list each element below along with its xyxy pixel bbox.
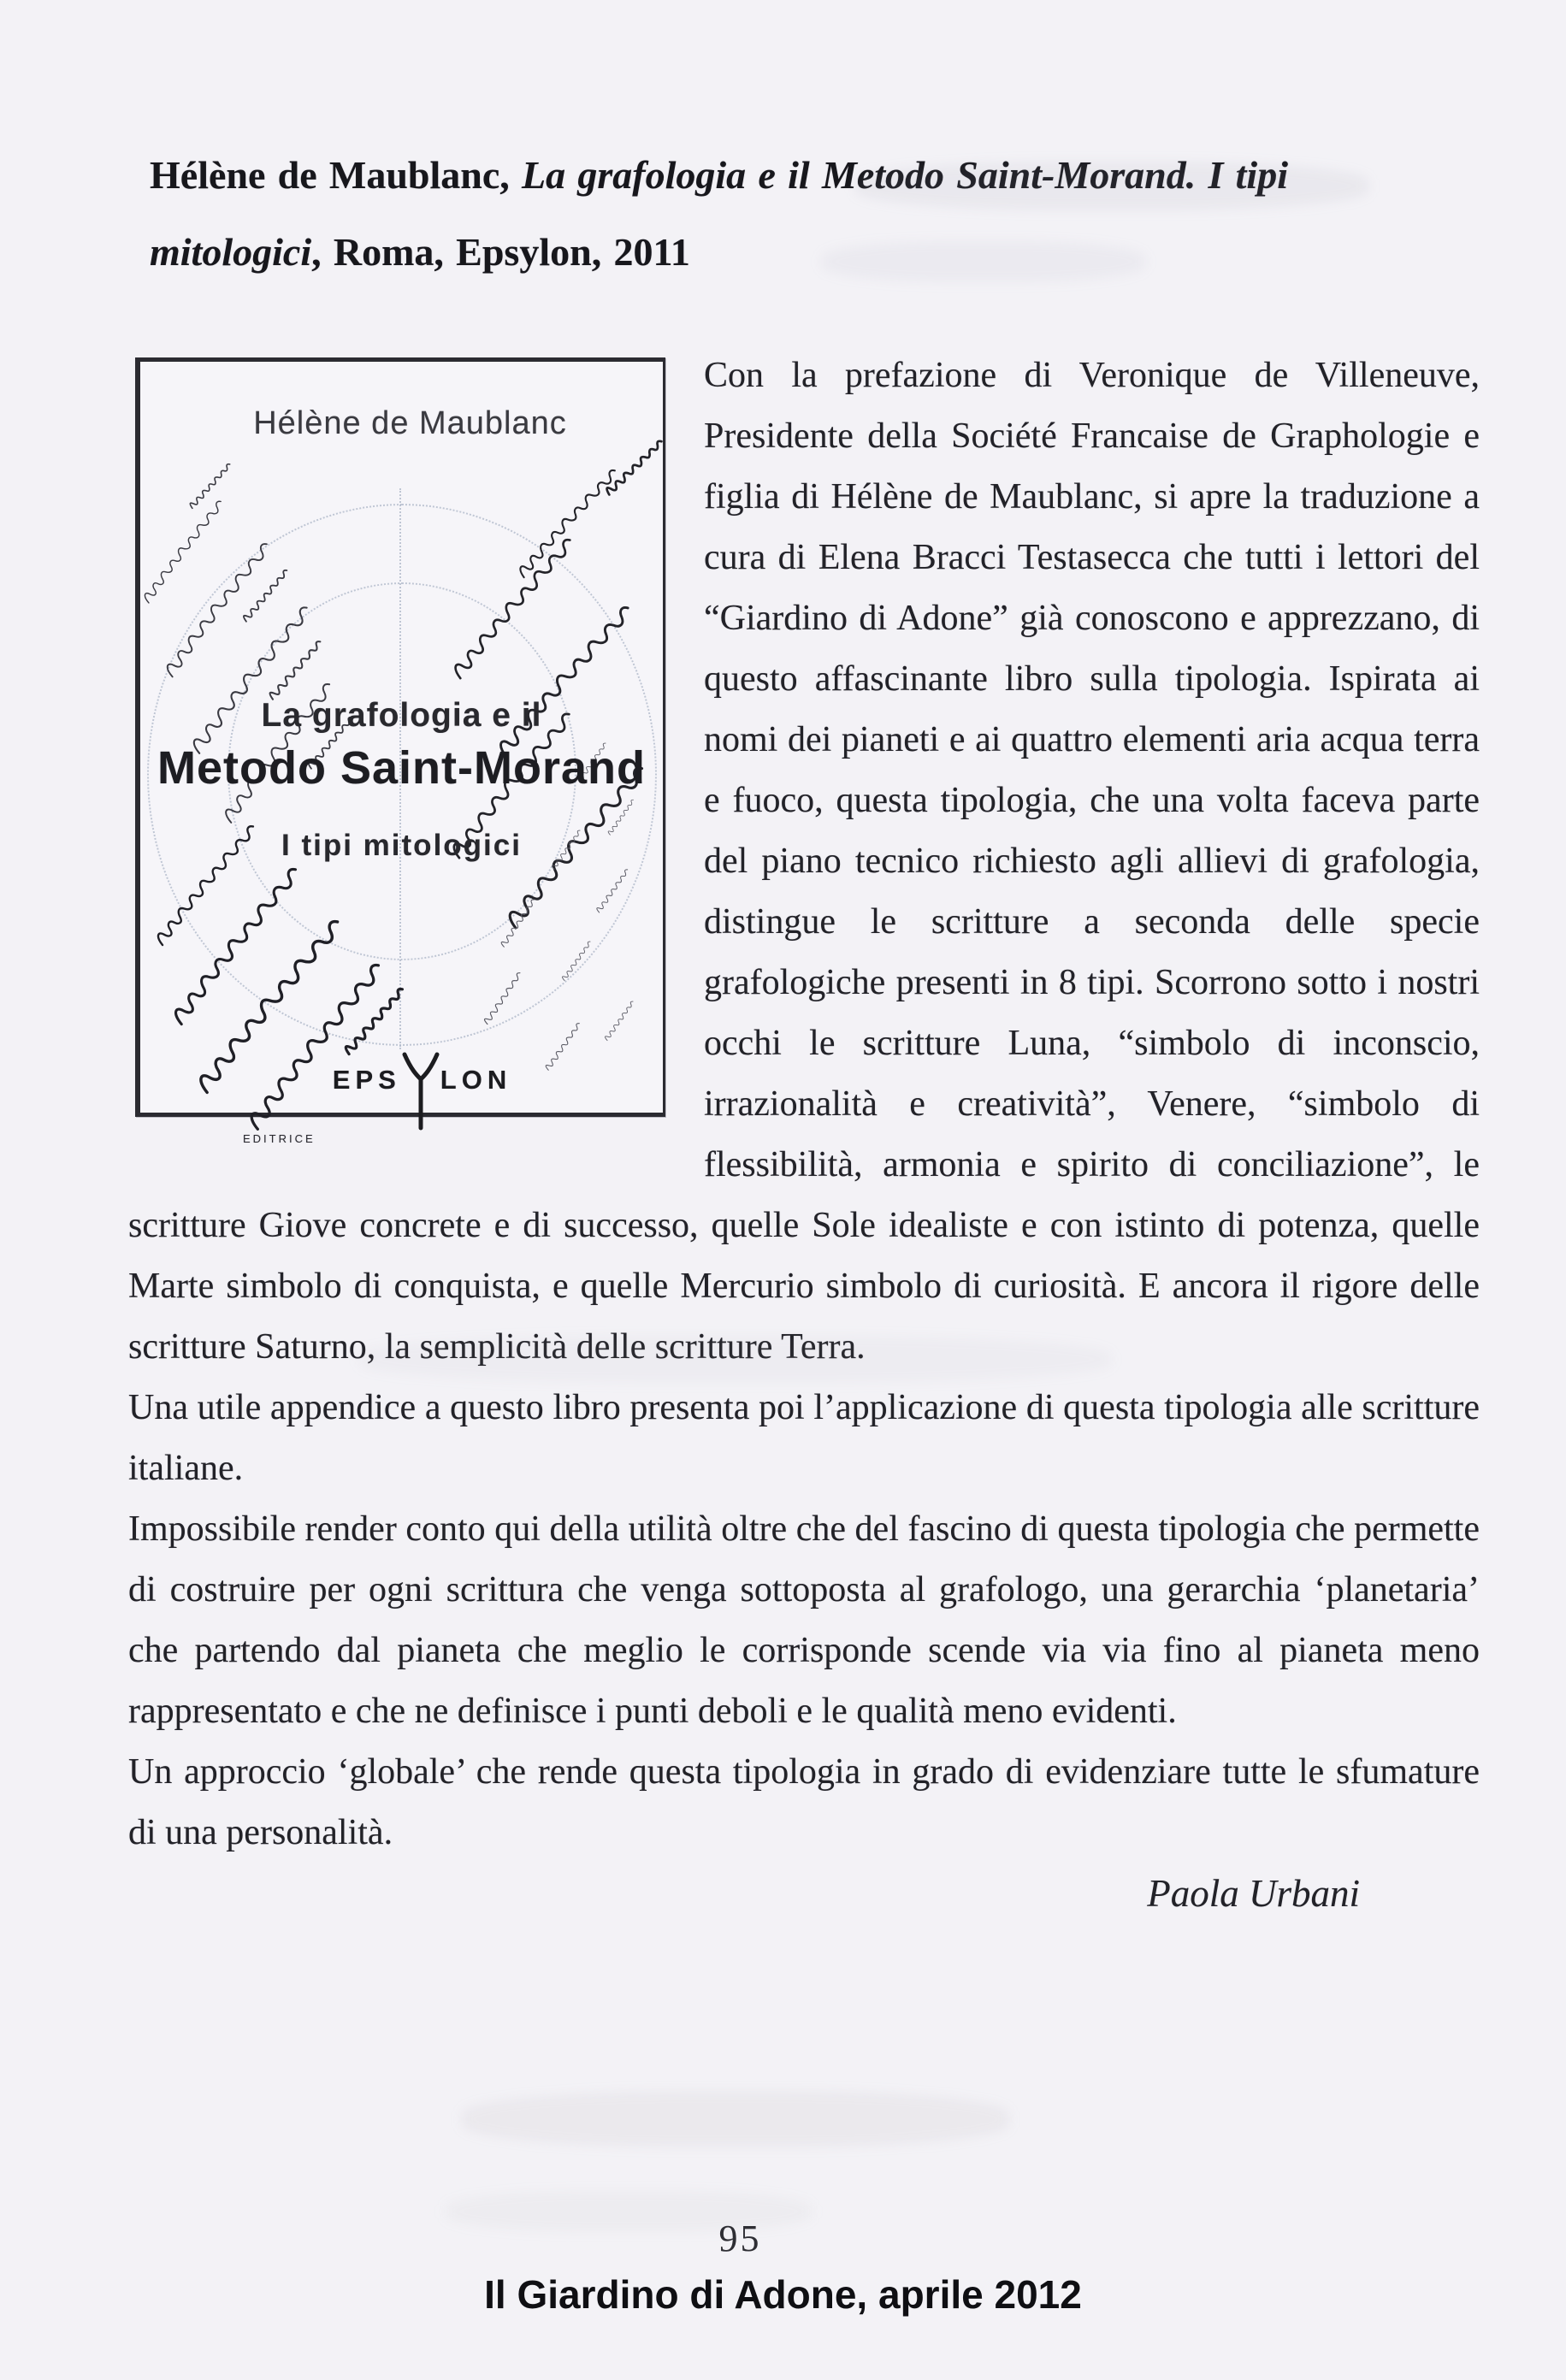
cover-title-line1: La grafologia e il xyxy=(261,697,542,734)
epsylon-y-icon xyxy=(398,1051,444,1133)
bibliographic-header xyxy=(150,137,1288,291)
header-author: Hélène de Maublanc, xyxy=(150,153,510,197)
header-imprint: , Roma, Epsylon, 2011 xyxy=(311,230,690,274)
publisher-logo-left: EPS xyxy=(332,1065,401,1095)
cover-author: Hélène de Maublanc xyxy=(253,405,567,441)
body-paragraph-4: Un approccio ‘globale’ che rende questa tipologia in grado di evidenziare tutte le sfumature di una personalità. xyxy=(128,1752,1480,1852)
publisher-logo-right: LON xyxy=(440,1065,512,1095)
body-paragraph-3: Impossibile render conto qui della utilità oltre che del fascino di questa tipologia che permette di costruire per ogni scrittura che venga sottoposta al grafologo, una gerarchia ‘planetaria’ che partendo dal pianeta che meglio le corrisponde scende via via fino al pianeta meno rappresentato e che ne definisce i punti deboli e le qualità meno evidenti. xyxy=(128,1509,1480,1731)
body-paragraph-2: Una utile appendice a questo libro presenta poi l’applicazione di questa tipologia alle scritture italiane. xyxy=(128,1388,1480,1488)
cover-subtitle: I tipi mitologici xyxy=(281,829,522,862)
author-signature: Paola Urbani xyxy=(1147,1872,1360,1915)
header-line-2 xyxy=(150,214,1288,291)
publisher-logo xyxy=(161,1046,683,1169)
review-body xyxy=(128,345,1480,1924)
book-cover xyxy=(135,357,665,1145)
bleed-through-artifact xyxy=(462,2092,1009,2147)
header-title-part1: La grafologia e il Metodo Saint-Morand. I tipi xyxy=(522,153,1288,197)
page-number: 95 xyxy=(718,2218,762,2259)
header-line-1 xyxy=(150,137,1288,214)
publisher-logo-row xyxy=(333,1061,511,1099)
publisher-tagline: EDITRICE xyxy=(243,1132,316,1145)
header-title-part2: mitologici xyxy=(150,230,312,274)
journal-footer: Il Giardino di Adone, aprile 2012 xyxy=(484,2272,1082,2317)
body-paragraph-1: Con la prefazione di Veronique de Villeneuve, Presidente della Société Francaise de Graphologie e figlia di Hélène de Maublanc, si apre la traduzione a cura di Elena Bracci Testasecca che tutti i lettori del “Giardino di Adone” già conoscono e apprezzano, di questo affascinante libro sulla tipologia. Ispirata ai nomi dei pianeti e ai quattro elementi aria acqua terra e fuoco, questa tipologia, che una volta faceva parte del piano tecnico richiesto agli allievi di grafologia, distingue le scritture a seconda delle specie grafologiche presenti in 8 tipi. Scorrono sotto i nostri occhi le scritture Luna, “simbolo di inconscio, irrazionalità e creatività”, Venere, “simbolo di flessibilità, armonia e spirito di conciliazione”, le scritture Giove concrete e di successo, quelle Sole idealiste e con istinto di potenza, quelle Marte simbolo di conquista, e quelle Mercurio simbolo di curiosità. E ancora il rigore delle scritture Saturno, la semplicità delle scritture Terra. xyxy=(128,356,1480,1367)
cover-title-line2: Metodo Saint-Morand xyxy=(157,742,646,794)
